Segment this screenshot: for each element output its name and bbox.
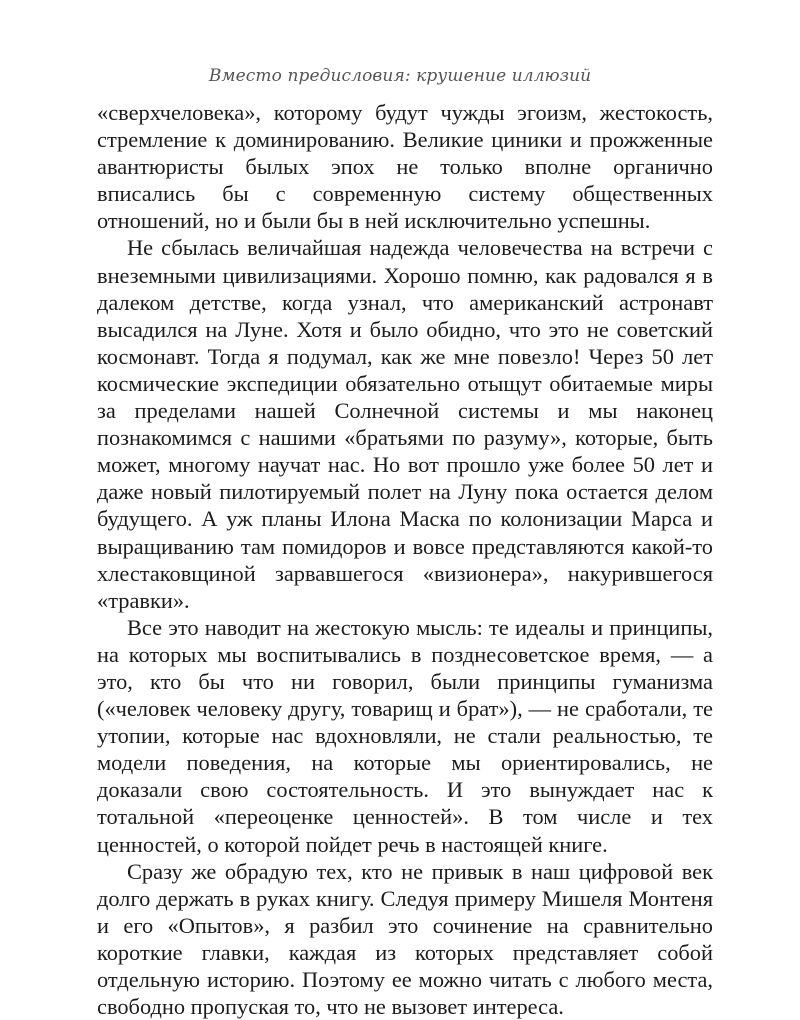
paragraph-reading-advice: Сразу же обрадую тех, кто не привык в наш цифровой век долго держать в руках книгу. Следуя примеру Мишеля Монтеня и его «Опытов», я разбил это сочинение на сравнительно короткие главки, каждая из которых представляет собой отдельную историю. Поэтому ее можно читать с любого места, свободно пропуская то, что не вызовет интереса. (97, 858, 713, 1020)
paragraph-ideals: Все это наводит на жестокую мысль: те идеалы и принципы, на которых мы воспитывались в позднесоветское время, — а это, кто бы что ни говорил, были принципы гуманизма («человек человеку другу, товарищ и брат»), — не сработали, те утопии, которые нас вдохновляли, не стали реальностью, те модели поведения, на которые мы ориентировались, не доказали свою состоятельность. И это вынуждает нас к тотальной «переоценке ценностей». В том числе и тех ценностей, о которой пойдет речь в настоящей книге. (97, 614, 713, 857)
running-head: Вместо предисловия: крушение иллюзий (208, 66, 592, 86)
paragraph-continuation: «сверхчеловека», которому будут чужды эгоизм, жестокость, стремление к доминированию. Великие циники и прожженные авантюристы былых эпох не только вполне органично вписались бы с современную систему общественных отношений, но и были бы в ней исключительно успешны. (97, 100, 713, 234)
paragraph-aliens: Не сбылась величайшая надежда человечества на встречи с внеземными цивилизациями. Хорошо помню, как радовался я в далеком детстве, когда узнал, что американский астронавт высадился на Луне. Хотя и было обидно, что это не советский космонавт. Тогда я подумал, как же мне повезло! Через 50 лет космические экспедиции обязательно отыщут обитаемые миры за пределами нашей Солнечной системы и мы наконец познакомимся с нашими «братьями по разуму», которые, быть может, многому научат нас. Но вот прошло уже более 50 лет и даже новый пилотируемый полет на Луну пока остается делом будущего. А уж планы Илона Маска по колонизации Марса и выращиванию там помидоров и вовсе представляются какой-то хлестаковщиной зарвавшегося «визионера», накурившегося «травки». (97, 235, 713, 613)
body-text (97, 99, 713, 1020)
